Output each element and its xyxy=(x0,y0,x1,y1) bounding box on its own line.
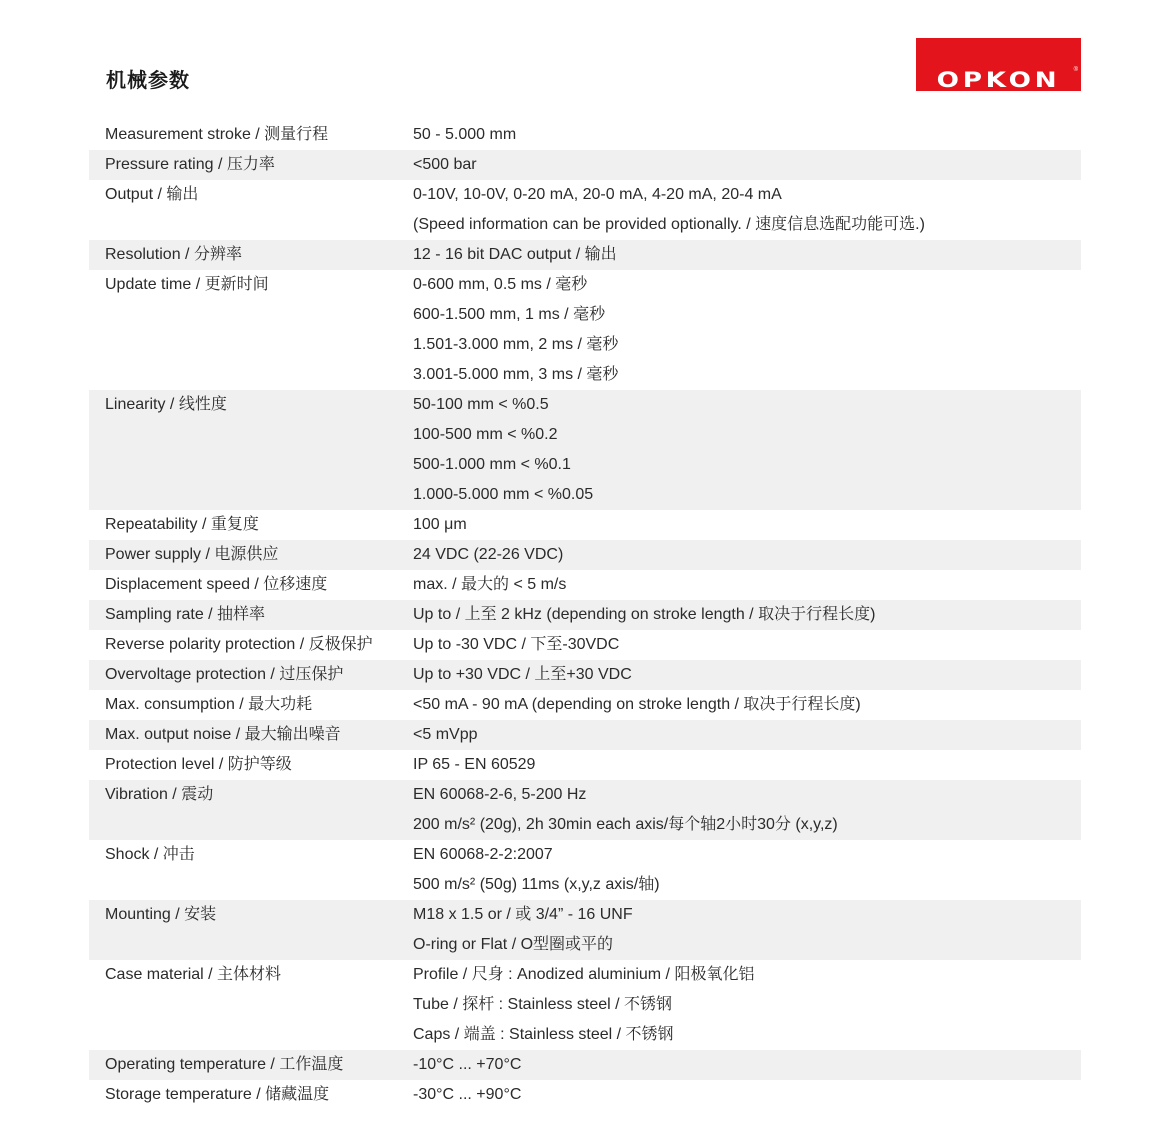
spec-value: Up to -30 VDC / 下至-30VDC xyxy=(413,636,620,653)
spec-value: <500 bar xyxy=(413,156,477,173)
spec-row xyxy=(89,780,1081,840)
spec-values xyxy=(413,600,1081,630)
spec-label: Update time / 更新时间 xyxy=(105,276,269,293)
spec-values xyxy=(413,240,1081,270)
spec-value: Tube / 探杆 : Stainless steel / 不锈钢 xyxy=(413,996,673,1013)
spec-values xyxy=(413,900,1081,960)
spec-values xyxy=(413,180,1081,240)
spec-value: EN 60068-2-6, 5-200 Hz xyxy=(413,786,587,803)
spec-value: -10°C ... +70°C xyxy=(413,1056,522,1073)
spec-row xyxy=(89,570,1081,600)
spec-value: 50 - 5.000 mm xyxy=(413,126,517,143)
spec-row xyxy=(89,720,1081,750)
spec-table xyxy=(89,120,1081,1110)
spec-value: Profile / 尺身 : Anodized aluminium / 阳极氧化铝 xyxy=(413,966,755,983)
spec-label: Storage temperature / 储藏温度 xyxy=(105,1086,330,1103)
spec-row xyxy=(89,510,1081,540)
spec-row xyxy=(89,180,1081,240)
spec-row xyxy=(89,1050,1081,1080)
spec-row xyxy=(89,600,1081,630)
spec-value: max. / 最大的 < 5 m/s xyxy=(413,576,567,593)
spec-value: 0-600 mm, 0.5 ms / 毫秒 xyxy=(413,276,588,293)
spec-label: Vibration / 震动 xyxy=(105,786,214,803)
spec-label: Shock / 冲击 xyxy=(105,846,195,863)
spec-row xyxy=(89,690,1081,720)
spec-label: Output / 输出 xyxy=(105,186,199,203)
spec-value: O-ring or Flat / O型圈或平的 xyxy=(413,936,614,953)
spec-row xyxy=(89,900,1081,960)
spec-row xyxy=(89,1080,1081,1110)
spec-value: 100-500 mm < %0.2 xyxy=(413,426,558,443)
spec-row xyxy=(89,630,1081,660)
spec-label: Max. output noise / 最大输出噪音 xyxy=(105,726,341,743)
page-title: 机械参数 xyxy=(106,70,190,92)
spec-value: 1.501-3.000 mm, 2 ms / 毫秒 xyxy=(413,336,619,353)
spec-label: Measurement stroke / 测量行程 xyxy=(105,126,329,143)
spec-value: 1.000-5.000 mm < %0.05 xyxy=(413,486,594,503)
spec-value: 3.001-5.000 mm, 3 ms / 毫秒 xyxy=(413,366,619,383)
spec-label: Pressure rating / 压力率 xyxy=(105,156,275,173)
spec-values xyxy=(413,840,1081,900)
spec-values xyxy=(413,540,1081,570)
spec-values xyxy=(413,510,1081,540)
spec-value: (Speed information can be provided optionally. / 速度信息选配功能可选.) xyxy=(413,216,925,233)
spec-value: <5 mVpp xyxy=(413,726,478,743)
spec-value: 500-1.000 mm < %0.1 xyxy=(413,456,571,473)
spec-values xyxy=(413,960,1081,1050)
spec-value: 200 m/s² (20g), 2h 30min each axis/每个轴2小时30分 (x,y,z) xyxy=(413,816,838,833)
spec-label: Operating temperature / 工作温度 xyxy=(105,1056,344,1073)
spec-row xyxy=(89,390,1081,510)
spec-row xyxy=(89,960,1081,1050)
spec-label: Power supply / 电源供应 xyxy=(105,546,279,563)
spec-label: Reverse polarity protection / 反极保护 xyxy=(105,636,373,653)
spec-value: <50 mA - 90 mA (depending on stroke length / 取决于行程长度) xyxy=(413,696,861,713)
spec-row xyxy=(89,240,1081,270)
spec-value: 600-1.500 mm, 1 ms / 毫秒 xyxy=(413,306,606,323)
spec-values xyxy=(413,660,1081,690)
spec-value: Caps / 端盖 : Stainless steel / 不锈钢 xyxy=(413,1026,674,1043)
spec-values xyxy=(413,270,1081,390)
spec-value: 24 VDC (22-26 VDC) xyxy=(413,546,564,563)
spec-row xyxy=(89,540,1081,570)
spec-value: -30°C ... +90°C xyxy=(413,1086,522,1103)
spec-value: M18 x 1.5 or / 或 3/4” - 16 UNF xyxy=(413,906,633,923)
spec-values xyxy=(413,390,1081,510)
spec-values xyxy=(413,570,1081,600)
spec-label: Sampling rate / 抽样率 xyxy=(105,606,266,623)
spec-value: 0-10V, 10-0V, 0-20 mA, 20-0 mA, 4-20 mA, 20-4 mA xyxy=(413,186,782,203)
spec-label: Case material / 主体材料 xyxy=(105,966,282,983)
spec-label: Displacement speed / 位移速度 xyxy=(105,576,328,593)
spec-values xyxy=(413,630,1081,660)
spec-label: Resolution / 分辨率 xyxy=(105,246,242,263)
spec-values xyxy=(413,1080,1081,1110)
spec-row xyxy=(89,840,1081,900)
spec-row xyxy=(89,750,1081,780)
spec-values xyxy=(413,780,1081,840)
opkon-logo xyxy=(916,38,1081,91)
spec-value: 100 μm xyxy=(413,516,467,533)
spec-label: Overvoltage protection / 过压保护 xyxy=(105,666,344,683)
spec-row xyxy=(89,270,1081,390)
spec-value: Up to / 上至 2 kHz (depending on stroke length / 取决于行程长度) xyxy=(413,606,876,623)
spec-label: Protection level / 防护等级 xyxy=(105,756,292,773)
spec-row xyxy=(89,120,1081,150)
spec-values xyxy=(413,720,1081,750)
spec-values xyxy=(413,690,1081,720)
spec-values xyxy=(413,1050,1081,1080)
spec-label: Linearity / 线性度 xyxy=(105,396,227,413)
spec-value: Up to +30 VDC / 上至+30 VDC xyxy=(413,666,632,683)
registered-mark: ® xyxy=(1073,67,1078,73)
logo-text: OPKON xyxy=(936,68,1061,92)
spec-values xyxy=(413,120,1081,150)
spec-value: 500 m/s² (50g) 11ms (x,y,z axis/轴) xyxy=(413,876,660,893)
spec-label: Repeatability / 重复度 xyxy=(105,516,259,533)
spec-value: 50-100 mm < %0.5 xyxy=(413,396,549,413)
spec-values xyxy=(413,750,1081,780)
spec-value: EN 60068-2-2:2007 xyxy=(413,846,553,863)
spec-values xyxy=(413,150,1081,180)
spec-row xyxy=(89,150,1081,180)
spec-row xyxy=(89,660,1081,690)
spec-value: 12 - 16 bit DAC output / 输出 xyxy=(413,246,617,263)
spec-value: IP 65 - EN 60529 xyxy=(413,756,536,773)
spec-label: Mounting / 安装 xyxy=(105,906,217,923)
spec-label: Max. consumption / 最大功耗 xyxy=(105,696,313,713)
